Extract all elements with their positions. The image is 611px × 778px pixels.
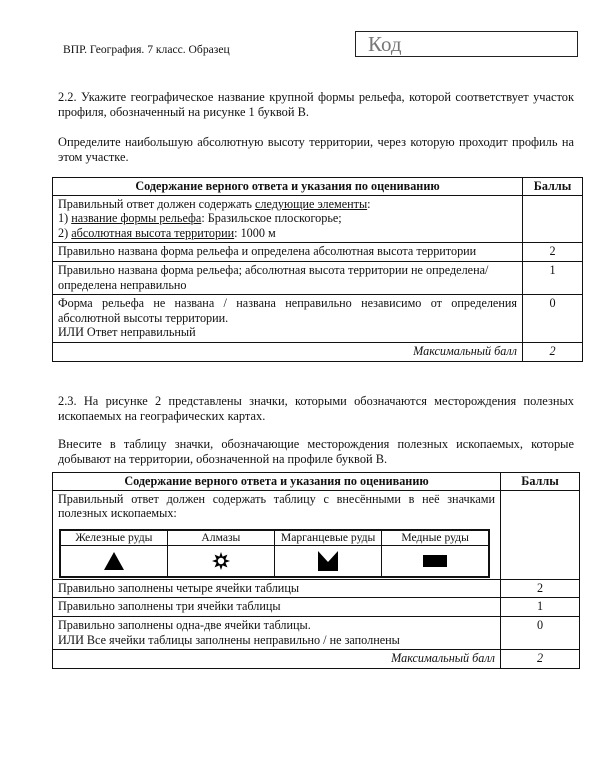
criterion-text: Правильно названа форма рельефа; абсолютная высота территории не определена/ определена неправильно <box>53 261 523 294</box>
table-row <box>53 295 583 343</box>
criterion-text-alt: ИЛИ Все ячейки таблицы заполнены неправильно / не заполнены <box>58 632 400 647</box>
criterion-text-line: Форма рельефа не названа / названа неправильно независимо от определения абсолютной высоты территории. <box>58 296 517 325</box>
filled-rectangle-icon <box>423 555 447 567</box>
mineral-symbols-row <box>60 545 489 577</box>
answer-item-number: 2) <box>58 225 72 240</box>
criterion-text <box>53 295 523 343</box>
notched-square-icon <box>318 551 338 571</box>
max-score-value: 2 <box>523 342 583 361</box>
mineral-name: Алмазы <box>167 530 274 546</box>
task-2-2-prompt: 2.2. Укажите географическое название крупной формы рельефа, которой соответствует участок профиля, обозначенный на рисунке 1 буквой В. <box>58 90 574 119</box>
criterion-text: Правильно названа форма рельефа и определена абсолютная высота территории <box>53 243 523 262</box>
answer-row <box>53 490 580 579</box>
mineral-symbol-cell <box>382 545 489 577</box>
answer-intro-end: : <box>367 196 371 211</box>
table-row <box>53 261 583 294</box>
column-header-points: Баллы <box>501 473 580 491</box>
criterion-points: 1 <box>523 261 583 294</box>
criterion-points: 2 <box>501 579 580 598</box>
answer-item-value: : 1000 м <box>234 225 276 240</box>
max-score-label: Максимальный балл <box>53 650 501 669</box>
star-burst-icon <box>212 552 230 570</box>
criterion-points: 0 <box>501 616 580 649</box>
max-score-label: Максимальный балл <box>53 342 523 361</box>
table-header-row <box>53 473 580 491</box>
column-header-content: Содержание верного ответа и указания по оцениванию <box>53 473 501 491</box>
mineral-name: Медные руды <box>382 530 489 546</box>
mineral-symbols-table <box>59 529 490 578</box>
answer-item-label: название формы рельефа <box>71 211 202 226</box>
max-score-row <box>53 650 580 669</box>
criterion-text-line: Правильно заполнены одна-две ячейки таблицы. <box>58 617 311 632</box>
table-row <box>53 616 580 649</box>
table-row <box>53 579 580 598</box>
column-header-content: Содержание верного ответа и указания по оцениванию <box>53 178 523 196</box>
filled-triangle-icon <box>103 551 125 571</box>
code-label: Код <box>368 32 402 56</box>
criterion-points: 2 <box>523 243 583 262</box>
criterion-text-alt: ИЛИ Ответ неправильный <box>58 325 196 340</box>
answer-item-value: : Бразильское плоскогорье; <box>201 211 342 226</box>
answer-intro: Правильный ответ должен содержать <box>58 196 255 211</box>
mineral-symbol-cell <box>60 545 167 577</box>
max-score-value: 2 <box>501 650 580 669</box>
task-2-3-scoring-table <box>52 472 580 669</box>
criterion-text <box>53 616 501 649</box>
mineral-names-row <box>60 530 489 546</box>
max-score-row <box>53 342 583 361</box>
answer-row <box>53 195 583 243</box>
answer-points-empty <box>523 195 583 243</box>
mineral-symbol-cell <box>275 545 382 577</box>
table-header-row <box>53 178 583 196</box>
answer-points-empty <box>501 490 580 579</box>
answer-content <box>53 195 523 243</box>
task-2-3-prompt: 2.3. На рисунке 2 представлены значки, которыми обозначаются месторождения полезных ископаемых на географических картах. <box>58 394 574 423</box>
criterion-points: 0 <box>523 295 583 343</box>
task-2-3-prompt-instruction: Внесите в таблицу значки, обозначающие месторождения полезных ископаемых, которые добывают на территории, обозначенной на профиле буквой В. <box>58 437 574 466</box>
document-header-title: ВПР. География. 7 класс. Образец <box>63 43 230 56</box>
answer-content <box>53 490 501 579</box>
code-field[interactable] <box>355 31 578 57</box>
table-row <box>53 243 583 262</box>
mineral-name: Железные руды <box>60 530 167 546</box>
criterion-points: 1 <box>501 598 580 617</box>
task-2-2-scoring-table <box>52 177 583 362</box>
mineral-name: Марганцевые руды <box>275 530 382 546</box>
answer-item-number: 1) <box>58 211 72 226</box>
answer-item-label: абсолютная высота территории <box>71 225 235 240</box>
task-2-2-prompt-height: Определите наибольшую абсолютную высоту территории, через которую проходит профиль на этом участке. <box>58 135 574 164</box>
answer-intro-underlined: следующие элементы <box>254 196 368 211</box>
column-header-points: Баллы <box>523 178 583 196</box>
mineral-symbol-cell <box>167 545 274 577</box>
criterion-text: Правильно заполнены три ячейки таблицы <box>53 598 501 617</box>
answer-intro: Правильный ответ должен содержать таблицу с внесёнными в неё значками полезных ископаемых: <box>58 491 495 521</box>
criterion-text: Правильно заполнены четыре ячейки таблицы <box>53 579 501 598</box>
table-row <box>53 598 580 617</box>
